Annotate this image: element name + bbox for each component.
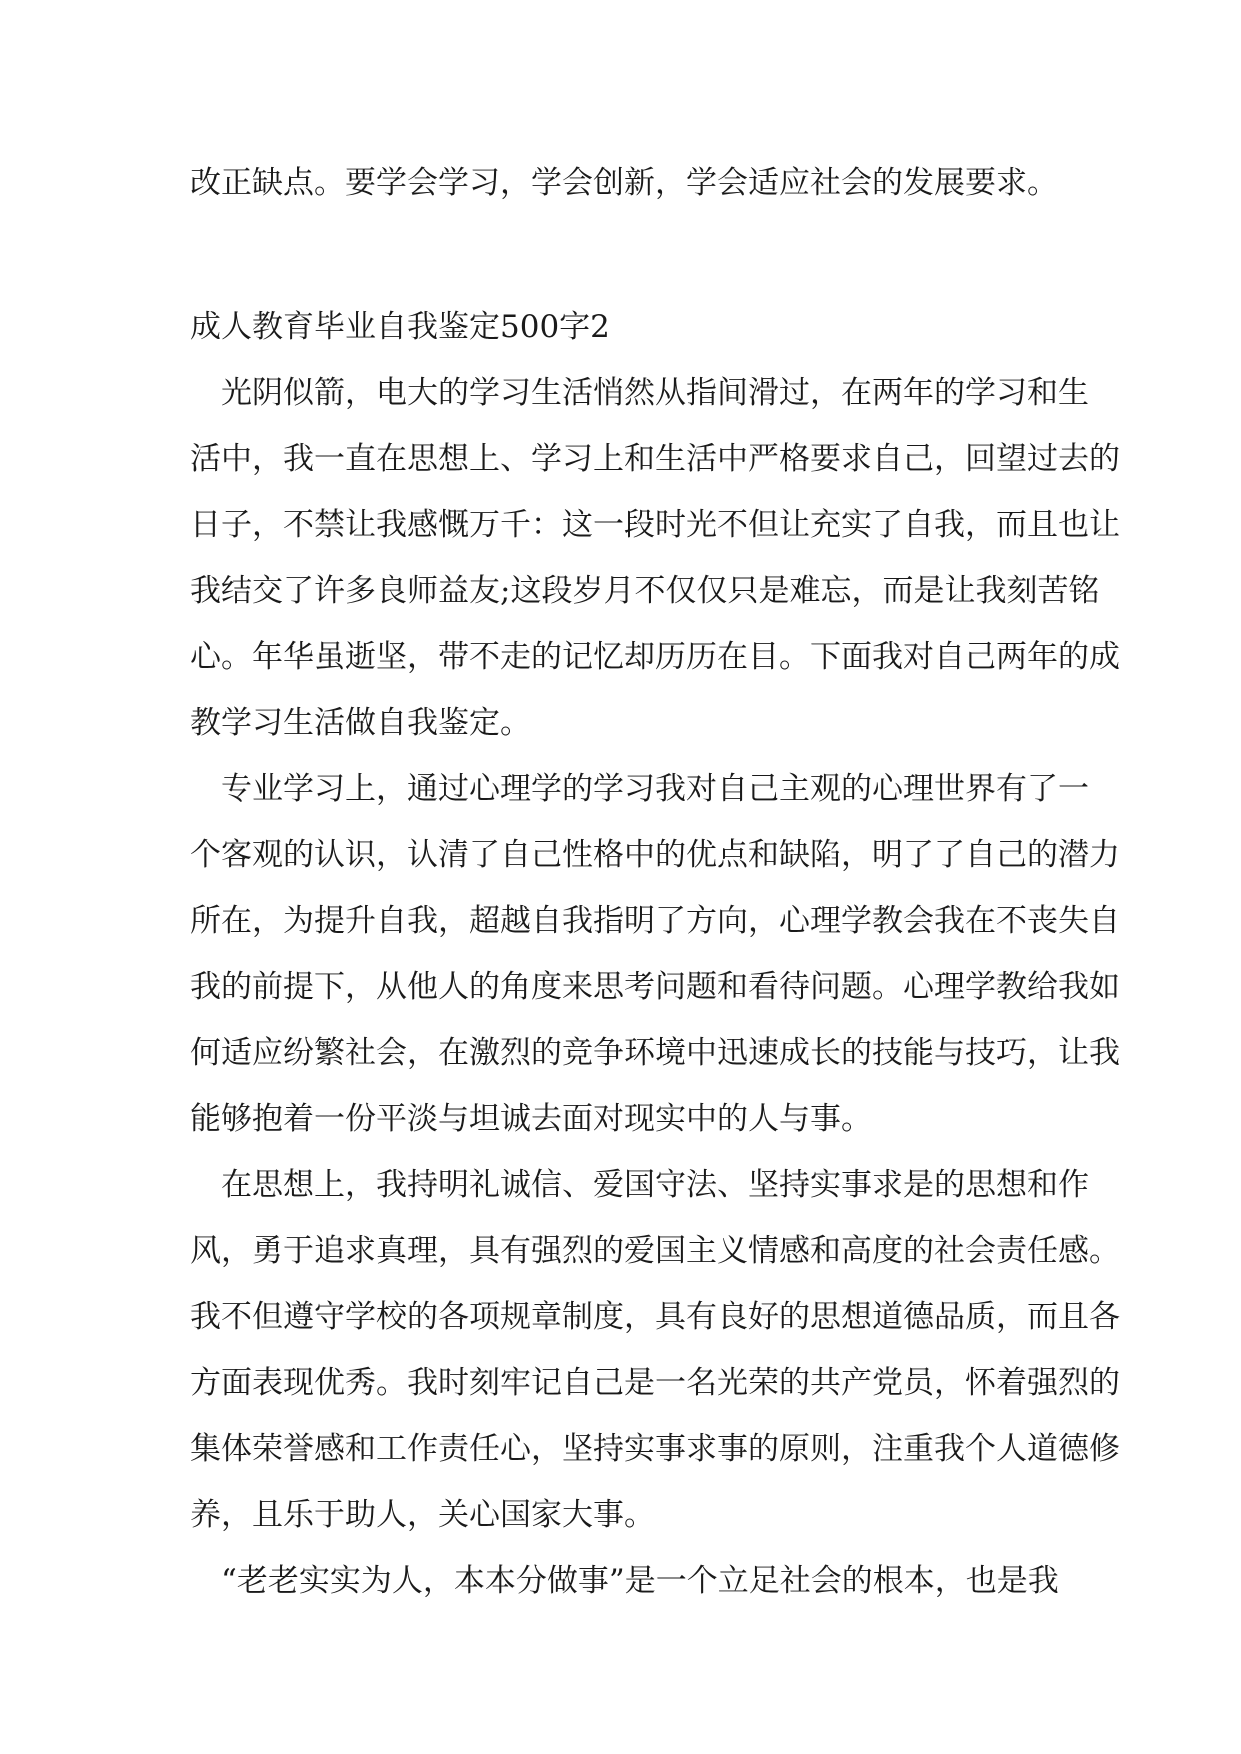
text-line: 活中，我一直在思想上、学习上和生活中严格要求自己，回望过去的 xyxy=(190,441,1120,477)
text-line: 我结交了许多良师益友;这段岁月不仅仅只是难忘，而是让我刻苦铭 xyxy=(190,573,1100,609)
paragraph xyxy=(190,756,1120,1152)
document-page xyxy=(190,150,1120,1614)
text-line: 在思想上，我持明礼诚信、爱国守法、坚持实事求是的思想和作 xyxy=(190,1167,1089,1203)
paragraph xyxy=(190,360,1120,756)
text-line: 教学习生活做自我鉴定。 xyxy=(190,705,531,741)
text-line: 改正缺点。要学会学习，学会创新，学会适应社会的发展要求。 xyxy=(190,165,1058,201)
text-line: 养，且乐于助人，关心国家大事。 xyxy=(190,1497,655,1533)
text-line: “老老实实为人，本本分做事”是一个立足社会的根本，也是我 xyxy=(190,1563,1059,1599)
text-line: 我的前提下，从他人的角度来思考问题和看待问题。心理学教给我如 xyxy=(190,969,1120,1005)
text-line: 专业学习上，通过心理学的学习我对自己主观的心理世界有了一 xyxy=(190,771,1089,807)
paragraph xyxy=(190,1548,1060,1614)
text-line: 日子，不禁让我感慨万千：这一段时光不但让充实了自我，而且也让 xyxy=(190,507,1120,543)
text-line: 方面表现优秀。我时刻牢记自己是一名光荣的共产党员，怀着强烈的 xyxy=(190,1365,1120,1401)
text-line: 我不但遵守学校的各项规章制度，具有良好的思想道德品质，而且各 xyxy=(190,1299,1120,1335)
text-line: 个客观的认识，认清了自己性格中的优点和缺陷，明了了自己的潜力 xyxy=(190,837,1120,873)
text-line: 集体荣誉感和工作责任心，坚持实事求事的原则，注重我个人道德修 xyxy=(190,1431,1120,1467)
text-line: 何适应纷繁社会，在激烈的竞争环境中迅速成长的技能与技巧，让我 xyxy=(190,1035,1120,1071)
text-line: 能够抱着一份平淡与坦诚去面对现实中的人与事。 xyxy=(190,1101,872,1137)
text-line: 所在，为提升自我，超越自我指明了方向，心理学教会我在不丧失自 xyxy=(190,903,1120,939)
section-heading: 成人教育毕业自我鉴定500字2 xyxy=(190,309,610,345)
paragraph xyxy=(190,1152,1120,1548)
text-line: 风，勇于追求真理，具有强烈的爱国主义情感和高度的社会责任感。 xyxy=(190,1233,1120,1269)
text-line: 光阴似箭，电大的学习生活悄然从指间滑过，在两年的学习和生 xyxy=(190,375,1089,411)
text-line: 心。年华虽逝坚，带不走的记忆却历历在目。下面我对自己两年的成 xyxy=(190,639,1120,675)
